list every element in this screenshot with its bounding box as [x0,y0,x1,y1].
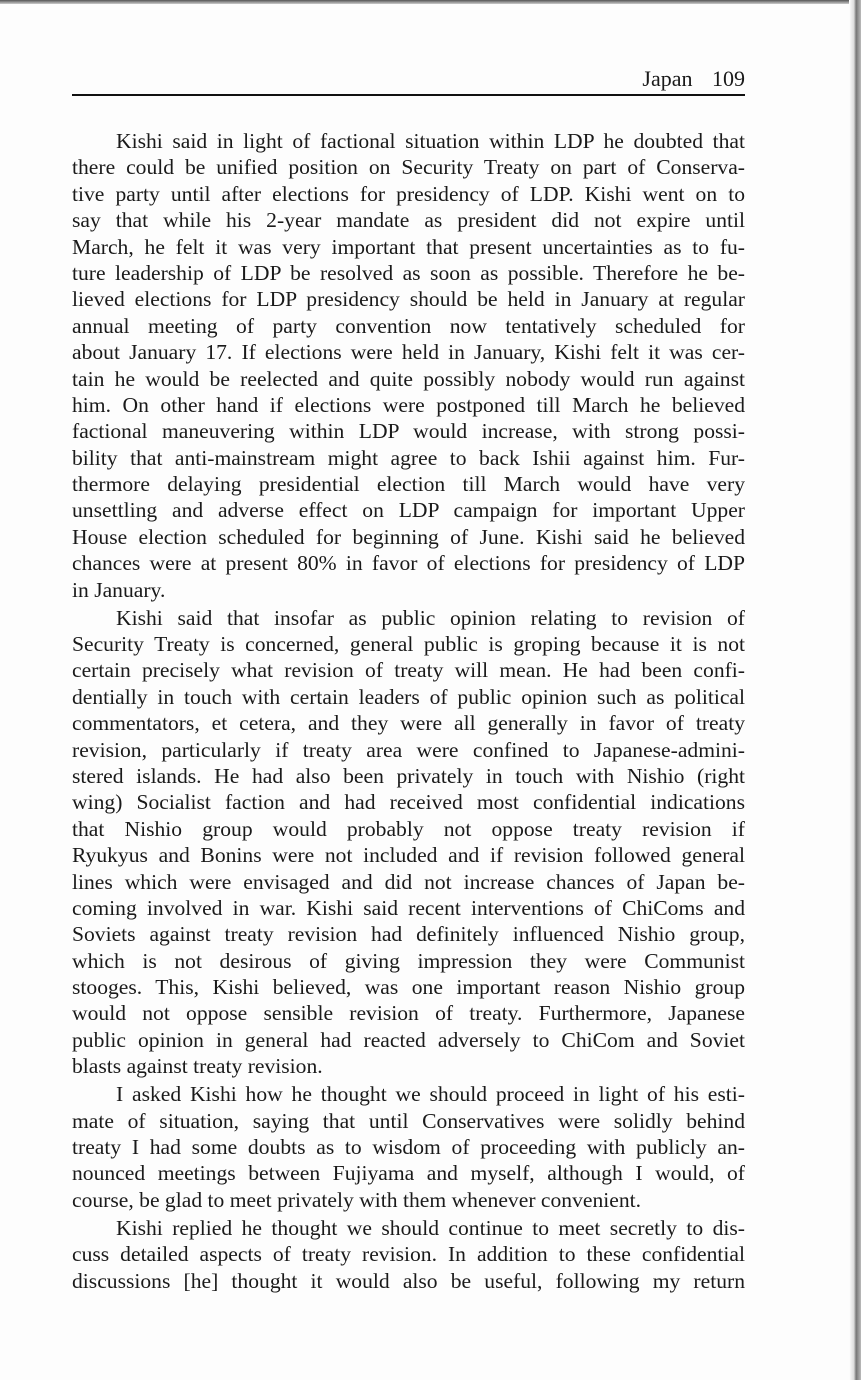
text-line: stooges. This, Kishi believed, was one important reason Nishio group [72,975,745,1000]
scan-top-edge [0,0,861,4]
text-line: bility that anti-mainstream might agree to back Ishii against him. Fur- [72,445,745,470]
text-line: revision, particularly if treaty area were confined to Japanese-admini- [72,737,745,762]
running-header [72,66,745,92]
text-line: public opinion in general had reacted adversely to ChiCom and Soviet [72,1027,745,1052]
text-line: Kishi replied he thought we should continue to meet secretly to dis- [116,1215,745,1240]
header-section: Japan [642,66,693,91]
text-line: in January. [72,577,166,602]
text-line: would not oppose sensible revision of treaty. Furthermore, Japanese [72,1001,745,1026]
text-line: cuss detailed aspects of treaty revision. In addition to these confidential [72,1242,745,1267]
paragraph [72,1215,745,1294]
text-line: chances were at present 80% in favor of elections for presidency of LDP [72,551,745,576]
paragraph [72,128,745,603]
text-line: Kishi said that insofar as public opinion relating to revision of [116,605,745,630]
text-line: March, he felt it was very important that present uncertainties as to fu- [72,234,745,259]
text-line: annual meeting of party convention now tentatively scheduled for [72,313,745,338]
text-line: tive party until after elections for presidency of LDP. Kishi went on to [72,181,745,206]
scan-right-edge [849,0,861,1380]
text-line: which is not desirous of giving impression they were Communist [72,948,745,973]
text-line: lines which were envisaged and did not increase chances of Japan be- [72,869,745,894]
header-rule [72,94,745,96]
page-number: 109 [712,66,745,91]
paragraph [72,605,745,1080]
text-line: nounced meetings between Fujiyama and myself, although I would, of [72,1161,745,1186]
text-line: about January 17. If elections were held in January, Kishi felt it was cer- [72,340,745,365]
text-line: stered islands. He had also been privately in touch with Nishio (right [72,763,745,788]
text-line: mate of situation, saying that until Conservatives were solidly behind [72,1108,745,1133]
text-line: course, be glad to meet privately with them whenever convenient. [72,1187,642,1212]
text-line: Kishi said in light of factional situation within LDP he doubted that [116,129,745,153]
text-line: Ryukyus and Bonins were not included and if revision followed general [72,843,745,868]
text-line: him. On other hand if elections were postponed till March he believed [72,392,745,417]
text-line: Soviets against treaty revision had definitely influenced Nishio group, [72,922,745,947]
text-line: certain precisely what revision of treaty will mean. He had been confi- [72,658,745,683]
paragraph [72,1081,745,1213]
text-line: lieved elections for LDP presidency should be held in January at regular [72,287,745,312]
text-line: coming involved in war. Kishi said recent interventions of ChiComs and [72,895,745,920]
text-line: thermore delaying presidential election till March would have very [72,472,745,497]
text-line: House election scheduled for beginning of June. Kishi said he believed [72,524,745,549]
text-line: dentially in touch with certain leaders of public opinion such as political [72,684,745,709]
text-line: there could be unified position on Security Treaty on part of Conserva- [72,155,745,180]
text-line: treaty I had some doubts as to wisdom of proceeding with publicly an- [72,1135,745,1160]
text-line: say that while his 2-year mandate as president did not expire until [72,208,745,233]
text-line: factional maneuvering within LDP would increase, with strong possi- [72,419,745,444]
text-line: wing) Socialist faction and had received most confidential indications [72,790,745,815]
text-line: I asked Kishi how he thought we should proceed in light of his esti- [116,1082,745,1107]
text-line: ture leadership of LDP be resolved as soon as possible. Therefore he be- [72,260,745,285]
text-line: tain he would be reelected and quite possibly nobody would run against [72,366,745,391]
text-line: blasts against treaty revision. [72,1054,323,1079]
text-line: unsettling and adverse effect on LDP campaign for important Upper [72,498,745,523]
text-line: Security Treaty is concerned, general public is groping because it is not [72,632,745,657]
text-line: commentators, et cetera, and they were all generally in favor of treaty [72,711,745,736]
page-body [72,128,745,1296]
text-line: discussions [he] thought it would also be useful, following my return [72,1268,745,1293]
text-line: that Nishio group would probably not oppose treaty revision if [72,816,745,841]
